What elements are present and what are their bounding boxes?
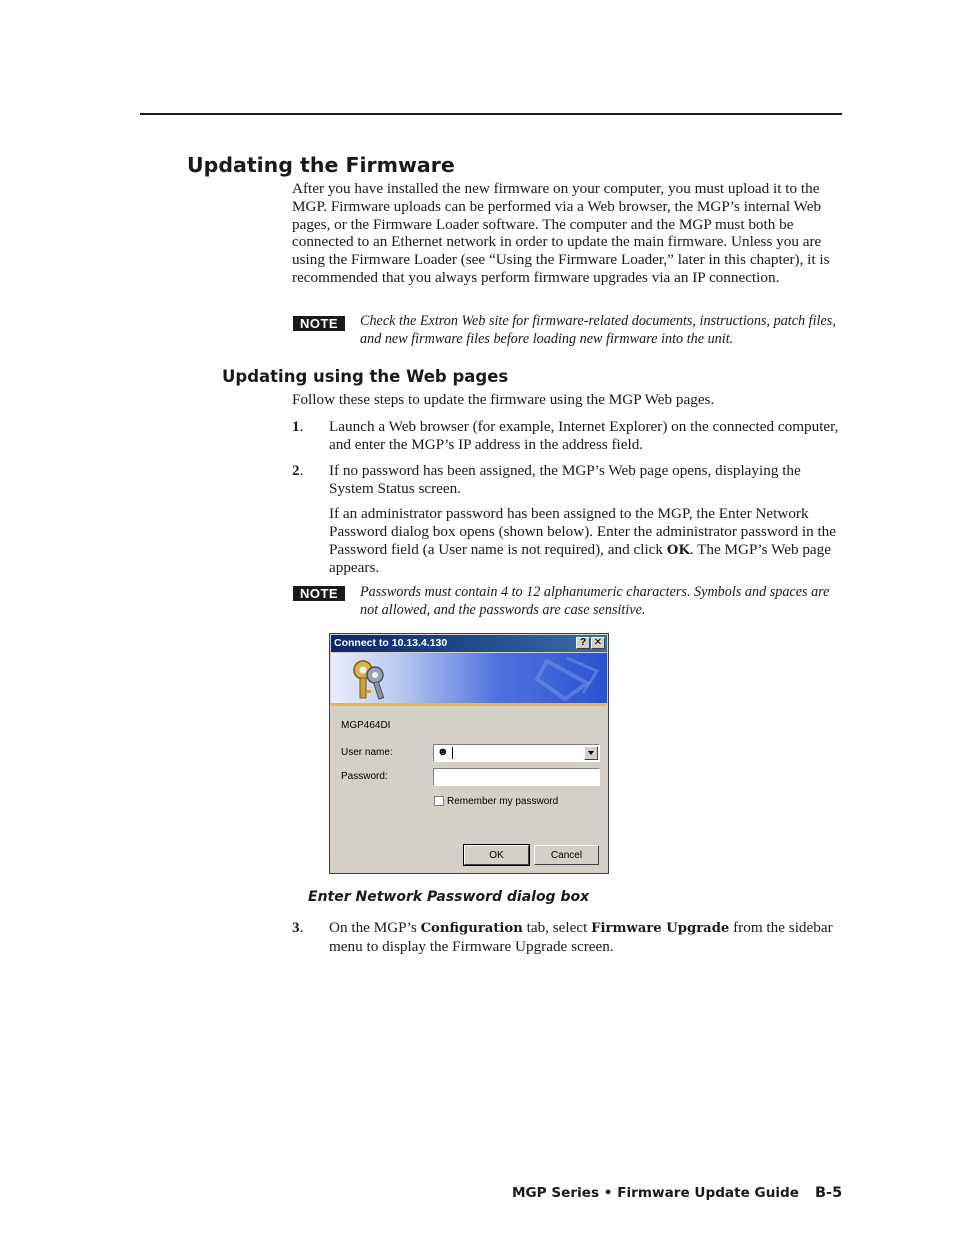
footer-title: MGP Series • Firmware Update Guide (512, 1185, 799, 1201)
steps-intro: Follow these steps to update the firmware using the MGP Web pages. (292, 391, 715, 408)
step-number: 3. (292, 919, 304, 936)
dialog-banner (331, 653, 607, 703)
step-text: Launch a Web browser (for example, Internet Explorer) on the connected computer, and enter the MGP’s IP address in the address field. (329, 418, 839, 453)
intro-paragraph: After you have installed the new firmware on your computer, you must upload it to the MGP. Firmware uploads can be performed via a Web browser, the MGP’s internal Web pages, or the Firmware Loader software. The computer and the MGP must both be connected to an Ethernet network in order to update the main firmware. Unless you are using the Firmware Loader (see “Using the Firmware Loader,” later in this chapter), it is recommended that you always perform firmware upgrades via an IP connection. (292, 180, 830, 286)
subsection-heading: Updating using the Web pages (222, 367, 509, 386)
step-text: If no password has been assigned, the MGP’s Web page opens, displaying the System Status screen. (329, 462, 801, 497)
step-paragraph: If an administrator password has been assigned to the MGP, the Enter Network Password dialog box opens (shown below). Enter the administrator password in the Password field (a User name is not required), and click OK. The MGP’s Web page appears. (329, 505, 837, 577)
remember-label: Remember my password (447, 796, 559, 807)
note-label: NOTE (293, 316, 345, 331)
section-heading: Updating the Firmware (187, 153, 455, 177)
page-number: B-5 (815, 1185, 843, 1201)
chevron-down-icon (585, 747, 597, 759)
dropdown-button[interactable] (584, 746, 598, 760)
configuration-reference: Configuration (420, 921, 523, 936)
text-cursor (452, 747, 453, 759)
header-rule (140, 113, 842, 115)
figure-caption: Enter Network Password dialog box (308, 889, 590, 905)
step-number: 2. (292, 462, 304, 479)
note-text: Check the Extron Web site for firmware-related documents, instructions, patch files, and new firmware files before loading new firmware into the unit. (360, 313, 836, 347)
password-dialog (329, 633, 609, 874)
dialog-title: Connect to 10.13.4.130 (334, 637, 448, 649)
ok-reference: OK (666, 542, 690, 558)
close-button[interactable]: ✕ (591, 637, 605, 649)
cancel-button[interactable]: Cancel (534, 845, 599, 865)
step-text: On the MGP’s Configuration tab, select Firmware Upgrade from the sidebar menu to display the Firmware Upgrade screen. (329, 919, 833, 955)
firmware-upgrade-reference: Firmware Upgrade (591, 921, 730, 936)
banner-stripe (331, 703, 607, 706)
keys-icon (341, 653, 401, 703)
device-name: MGP464DI (341, 720, 391, 731)
password-field[interactable] (433, 768, 600, 786)
note-label: NOTE (293, 586, 345, 601)
username-label: User name: (341, 747, 393, 758)
watermark-icon (517, 653, 607, 703)
step-number: 1. (292, 418, 304, 435)
dialog-titlebar (331, 635, 607, 652)
note-text: Passwords must contain 4 to 12 alphanumeric characters. Symbols and spaces are not allowed, and the passwords are case sensitive. (360, 584, 830, 618)
username-combobox[interactable] (433, 744, 600, 762)
remember-checkbox[interactable] (434, 796, 444, 806)
password-label: Password: (341, 771, 388, 782)
ok-button[interactable]: OK (464, 845, 529, 865)
user-icon: ☻ (437, 746, 449, 758)
help-button[interactable]: ? (576, 637, 590, 649)
